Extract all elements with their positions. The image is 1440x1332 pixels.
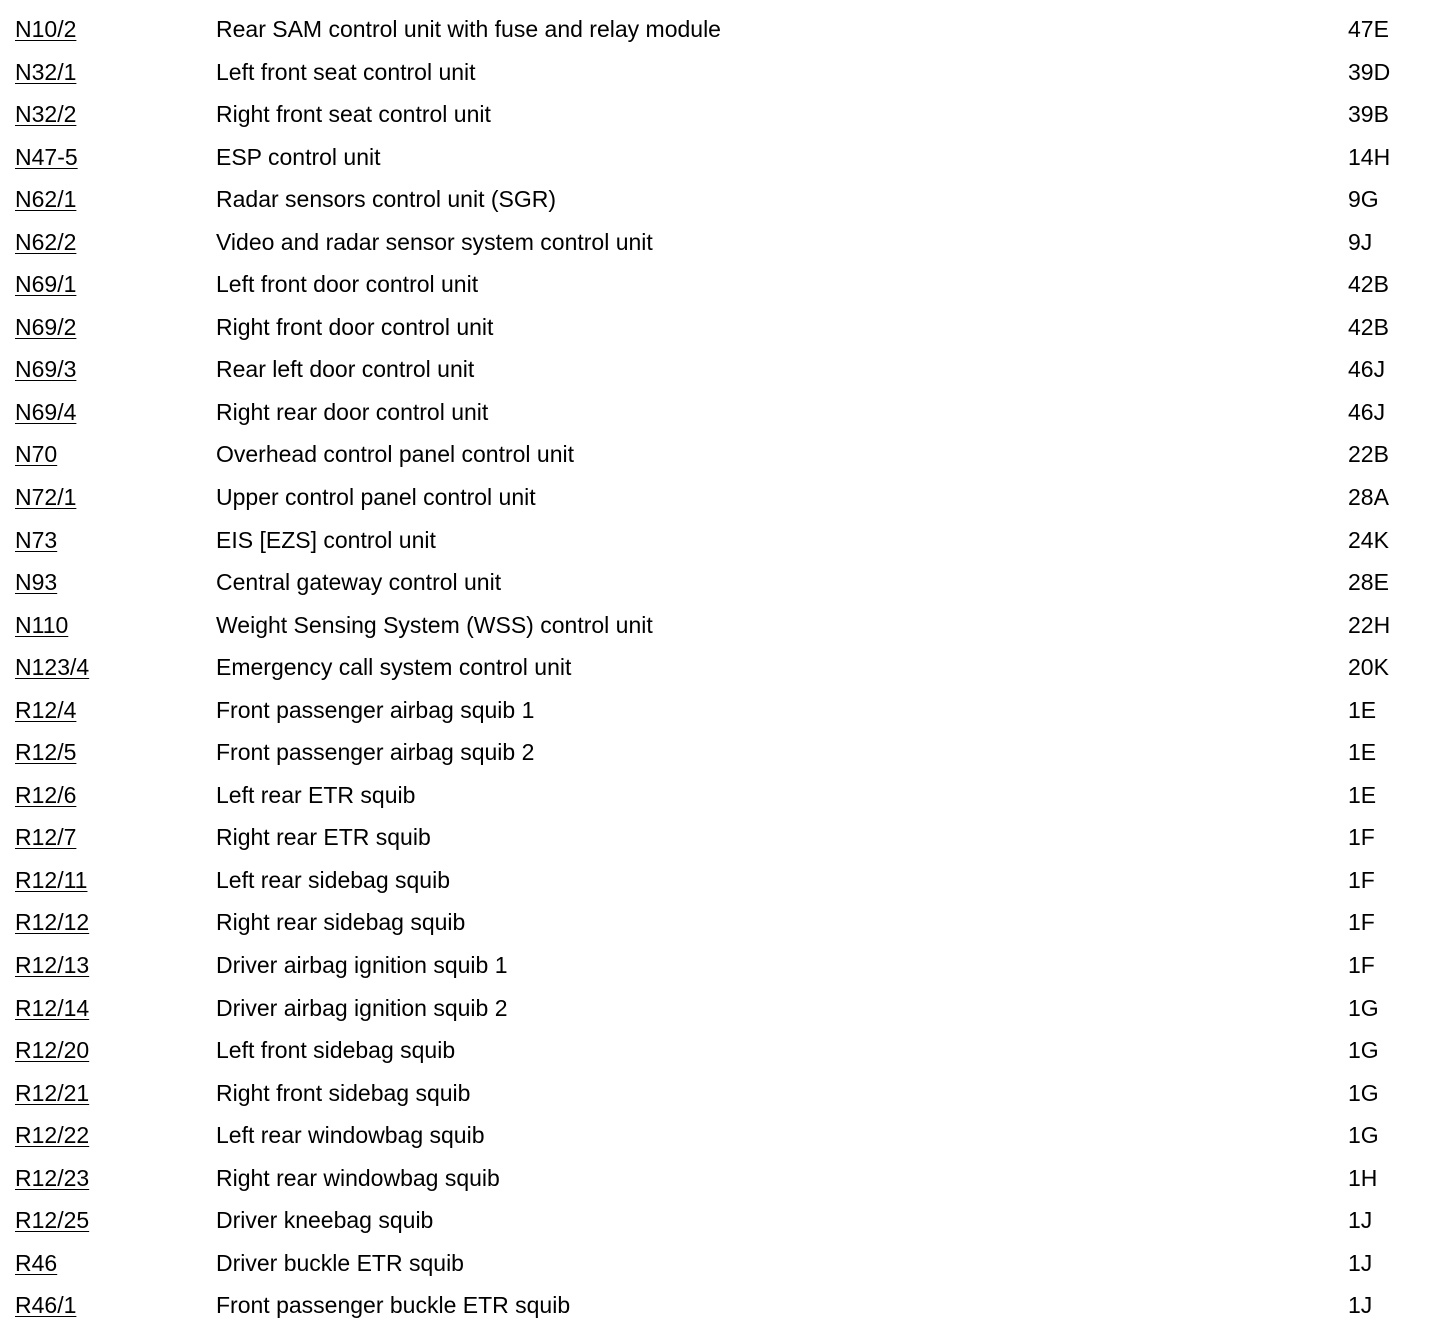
table-row: [0, 263, 1440, 306]
component-code-link[interactable]: R12/20: [15, 1037, 90, 1064]
component-description: Front passenger buckle ETR squib: [216, 1292, 571, 1319]
grid-location: 1F: [1348, 824, 1375, 851]
component-code-link[interactable]: R12/12: [15, 909, 90, 936]
table-row: [0, 774, 1440, 817]
grid-location: 39B: [1348, 101, 1389, 128]
component-description: Left rear windowbag squib: [216, 1122, 485, 1149]
component-description: Central gateway control unit: [216, 569, 502, 596]
component-description: Left front seat control unit: [216, 58, 476, 85]
component-code-link[interactable]: R12/6: [15, 781, 77, 808]
component-description: Front passenger airbag squib 1: [216, 696, 535, 723]
component-description: Left rear sidebag squib: [216, 866, 450, 893]
component-description: Left front sidebag squib: [216, 1037, 456, 1064]
component-description: Weight Sensing System (WSS) control unit: [216, 611, 653, 638]
component-description: Rear SAM control unit with fuse and relay module: [216, 16, 721, 42]
component-description: EIS [EZS] control unit: [216, 526, 436, 553]
table-row: [0, 8, 1440, 51]
component-description: Front passenger airbag squib 2: [216, 739, 535, 766]
grid-location: 1G: [1348, 1037, 1379, 1064]
grid-location: 1E: [1348, 781, 1377, 808]
table-row: [0, 901, 1440, 944]
component-description: Driver airbag ignition squib 1: [216, 952, 508, 979]
table-row: [0, 306, 1440, 349]
grid-location: 24K: [1348, 526, 1389, 553]
component-description: ESP control unit: [216, 143, 381, 170]
component-code-link[interactable]: N47-5: [15, 143, 78, 170]
grid-location: 1F: [1348, 952, 1375, 979]
component-code-link[interactable]: N69/2: [15, 313, 77, 340]
table-row: [0, 1199, 1440, 1242]
component-code-link[interactable]: N110: [15, 611, 69, 638]
table-row: [0, 178, 1440, 221]
component-code-link[interactable]: R12/14: [15, 994, 90, 1021]
table-row: [0, 1114, 1440, 1157]
component-description: Right rear sidebag squib: [216, 909, 466, 936]
table-row: [0, 519, 1440, 562]
component-description: Emergency call system control unit: [216, 654, 572, 681]
grid-location: 1F: [1348, 866, 1375, 893]
grid-location: 1G: [1348, 1079, 1379, 1106]
component-code-link[interactable]: R12/25: [15, 1207, 90, 1234]
table-row: [0, 944, 1440, 987]
grid-location: 46J: [1348, 356, 1386, 383]
component-description: Driver airbag ignition squib 2: [216, 994, 508, 1021]
grid-location: 1E: [1348, 739, 1377, 766]
table-row: [0, 1284, 1440, 1327]
component-code-link[interactable]: R12/7: [15, 824, 77, 851]
table-row: [0, 731, 1440, 774]
component-code-link[interactable]: R12/4: [15, 696, 77, 723]
grid-location: 1E: [1348, 696, 1377, 723]
table-row: [0, 816, 1440, 859]
component-description: Right front sidebag squib: [216, 1079, 471, 1106]
component-legend-table: [0, 8, 1440, 1327]
grid-location: 1G: [1348, 994, 1379, 1021]
component-description: Right rear door control unit: [216, 398, 489, 425]
component-code-link[interactable]: N72/1: [15, 484, 77, 511]
component-code-link[interactable]: N93: [15, 569, 58, 596]
component-code-link[interactable]: R12/21: [15, 1079, 90, 1106]
component-code-link[interactable]: N70: [15, 441, 58, 468]
component-description: Rear left door control unit: [216, 356, 475, 383]
grid-location: 1J: [1348, 1292, 1373, 1319]
grid-location: 28A: [1348, 484, 1389, 511]
table-row: [0, 1029, 1440, 1072]
grid-location: 22B: [1348, 441, 1389, 468]
component-code-link[interactable]: N62/1: [15, 186, 77, 213]
component-description: Overhead control panel control unit: [216, 441, 574, 468]
grid-location: 28E: [1348, 569, 1389, 596]
grid-location: 22H: [1348, 611, 1391, 638]
grid-location: 14H: [1348, 143, 1391, 170]
component-code-link[interactable]: R46: [15, 1249, 58, 1276]
component-code-link[interactable]: N69/1: [15, 271, 77, 298]
component-description: Left front door control unit: [216, 271, 479, 298]
table-row: [0, 987, 1440, 1030]
table-row: [0, 93, 1440, 136]
table-row: [0, 604, 1440, 647]
table-row: [0, 476, 1440, 519]
table-row: [0, 689, 1440, 732]
table-row: [0, 859, 1440, 902]
component-code-link[interactable]: N32/2: [15, 101, 77, 128]
component-description: Right rear windowbag squib: [216, 1164, 500, 1191]
component-code-link[interactable]: N69/3: [15, 356, 77, 383]
table-row: [0, 561, 1440, 604]
table-row: [0, 221, 1440, 264]
component-description: Right rear ETR squib: [216, 824, 431, 851]
component-description: Right front door control unit: [216, 313, 494, 340]
component-code-link[interactable]: R46/1: [15, 1292, 77, 1319]
component-code-link[interactable]: R12/11: [15, 866, 88, 893]
grid-location: 1G: [1348, 1122, 1379, 1149]
component-description: Upper control panel control unit: [216, 484, 536, 511]
component-description: Radar sensors control unit (SGR): [216, 186, 557, 213]
component-code-link[interactable]: N10/2: [15, 16, 77, 42]
table-row: [0, 136, 1440, 179]
component-code-link[interactable]: N123/4: [15, 654, 90, 681]
component-code-link[interactable]: R12/23: [15, 1164, 90, 1191]
component-code-link[interactable]: R12/13: [15, 952, 90, 979]
grid-location: 9G: [1348, 186, 1379, 213]
table-row: [0, 51, 1440, 94]
grid-location: 47E: [1348, 16, 1389, 42]
table-row: [0, 1072, 1440, 1115]
component-description: Driver buckle ETR squib: [216, 1249, 464, 1276]
component-code-link[interactable]: R12/22: [15, 1122, 90, 1149]
table-row: [0, 348, 1440, 391]
grid-location: 42B: [1348, 313, 1389, 340]
grid-location: 1J: [1348, 1207, 1373, 1234]
grid-location: 9J: [1348, 228, 1373, 255]
table-row: [0, 1242, 1440, 1285]
table-row: [0, 1157, 1440, 1200]
grid-location: 1F: [1348, 909, 1375, 936]
component-description: Left rear ETR squib: [216, 781, 416, 808]
component-code-link[interactable]: N69/4: [15, 398, 77, 425]
component-description: Driver kneebag squib: [216, 1207, 434, 1234]
component-code-link[interactable]: N62/2: [15, 228, 77, 255]
table-row: [0, 433, 1440, 476]
grid-location: 20K: [1348, 654, 1389, 681]
grid-location: 1J: [1348, 1249, 1373, 1276]
component-code-link[interactable]: N73: [15, 526, 58, 553]
grid-location: 42B: [1348, 271, 1389, 298]
component-description: Video and radar sensor system control unit: [216, 228, 653, 255]
table-row: [0, 391, 1440, 434]
grid-location: 1H: [1348, 1164, 1378, 1191]
component-description: Right front seat control unit: [216, 101, 491, 128]
table-row: [0, 646, 1440, 689]
grid-location: 39D: [1348, 58, 1391, 85]
grid-location: 46J: [1348, 398, 1386, 425]
component-code-link[interactable]: N32/1: [15, 58, 77, 85]
component-code-link[interactable]: R12/5: [15, 739, 77, 766]
